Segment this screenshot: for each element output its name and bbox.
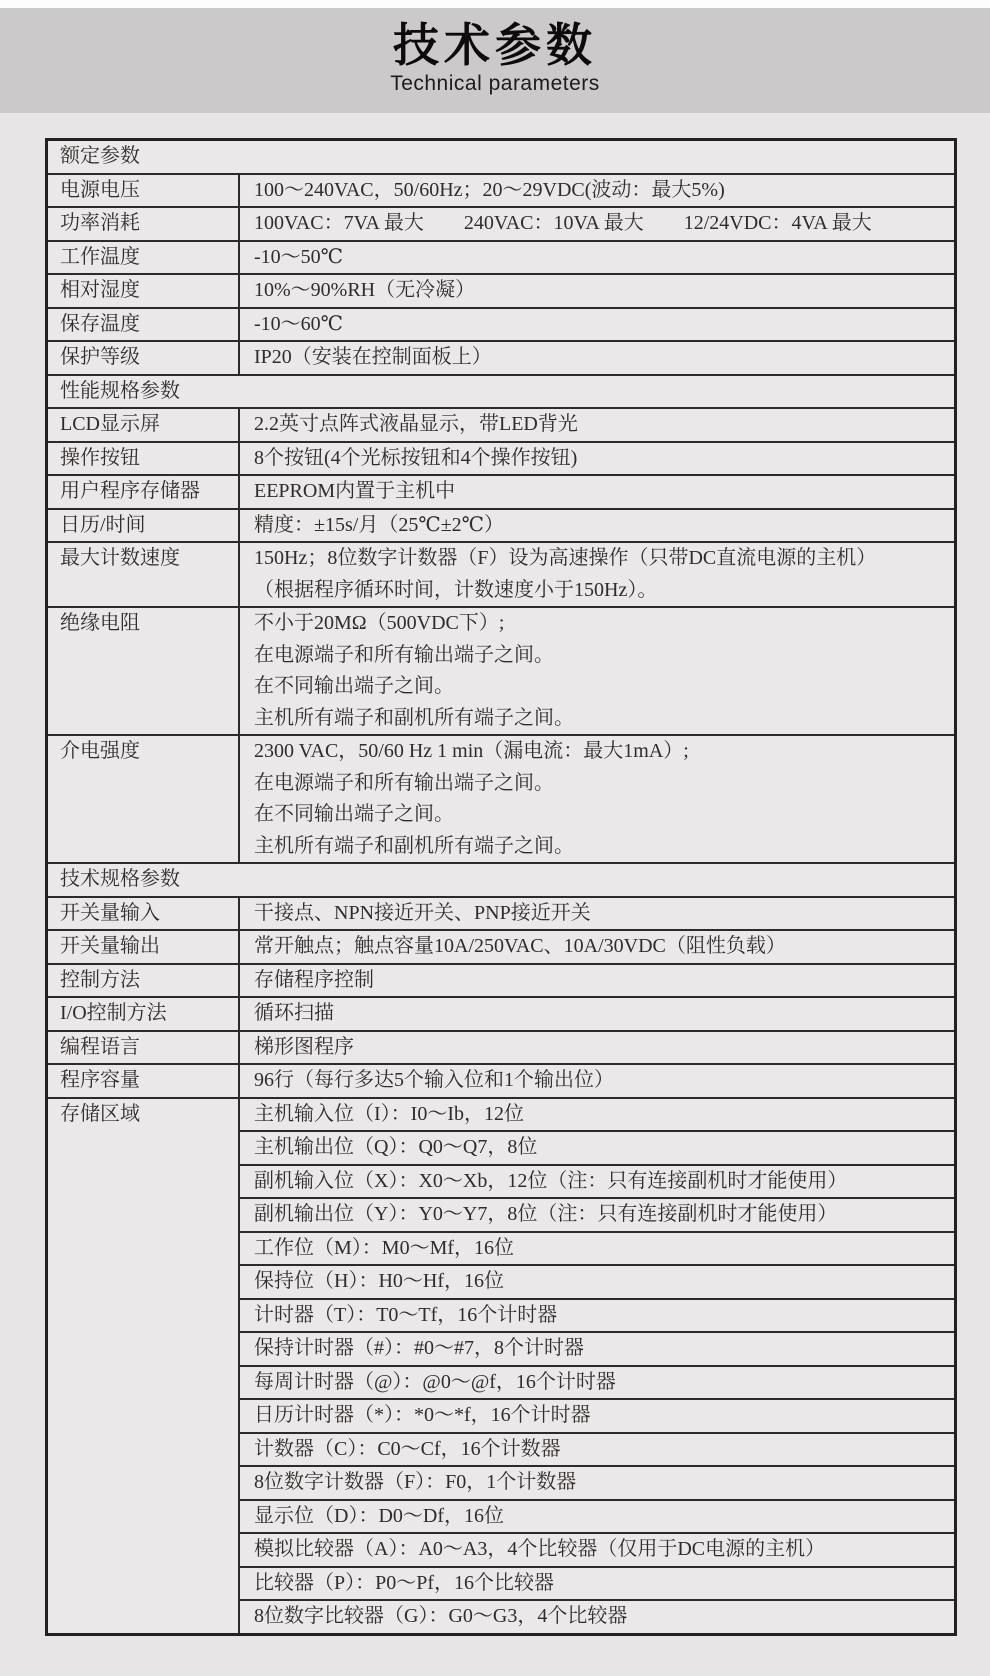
param-label: 存储区域 bbox=[48, 1099, 240, 1633]
param-value-line: 在电源端子和所有输出端子之间。 bbox=[254, 771, 554, 794]
param-value-line: 150Hz；8位数字计数器（F）设为高速操作（只带DC直流电源的主机） bbox=[254, 547, 877, 569]
param-value-line: EEPROM内置于主机中 bbox=[254, 480, 456, 502]
param-value-line: 循环扫描 bbox=[254, 1002, 334, 1024]
memory-area-subrow: 日历计时器（*）：*0～*f，16个计时器 bbox=[240, 1398, 954, 1432]
section-row bbox=[48, 141, 954, 173]
param-label: 程序容量 bbox=[48, 1065, 240, 1097]
param-value-line: 10%～90%RH（无冷凝） bbox=[254, 279, 476, 301]
memory-area-subrow: 保持计时器（#）：#0～#7，8个计时器 bbox=[240, 1331, 954, 1365]
param-row bbox=[48, 896, 954, 930]
param-row bbox=[48, 240, 954, 274]
param-value bbox=[240, 476, 954, 508]
param-label: 开关量输出 bbox=[48, 931, 240, 963]
param-value-line: 主机所有端子和副机所有端子之间。 bbox=[254, 834, 574, 857]
param-row bbox=[48, 996, 954, 1030]
param-row bbox=[48, 441, 954, 475]
param-row bbox=[48, 173, 954, 207]
param-value bbox=[240, 208, 954, 240]
param-value-line: 在不同输出端子之间。 bbox=[254, 675, 454, 697]
param-value bbox=[240, 608, 954, 734]
param-label: 保存温度 bbox=[48, 309, 240, 341]
param-value-line: 100VAC：7VA 最大 240VAC：10VA 最大 12/24VDC：4VA 最大 bbox=[254, 212, 872, 234]
param-value-line: 2.2英寸点阵式液晶显示，带LED背光 bbox=[254, 413, 578, 435]
param-value-line: 精度：±15s/月（25℃±2℃） bbox=[254, 513, 505, 536]
param-value bbox=[240, 998, 954, 1030]
memory-area-subrow: 8位数字计数器（F）：F0，1个计数器 bbox=[240, 1465, 954, 1499]
param-value-line: 常开触点；触点容量10A/250VAC、10A/30VDC（阻性负载） bbox=[254, 935, 786, 957]
param-label: 相对湿度 bbox=[48, 275, 240, 307]
param-value-line: 主机所有端子和副机所有端子之间。 bbox=[254, 706, 574, 729]
param-value bbox=[240, 309, 954, 341]
param-label: 功率消耗 bbox=[48, 208, 240, 240]
spec-table bbox=[45, 138, 957, 1636]
param-label: 工作温度 bbox=[48, 242, 240, 274]
param-value-line: 不小于20MΩ（500VDC下）; bbox=[254, 612, 505, 634]
param-row bbox=[48, 407, 954, 441]
memory-area-subrow: 工作位（M）：M0～Mf，16位 bbox=[240, 1231, 954, 1265]
param-value bbox=[240, 931, 954, 963]
param-row bbox=[48, 1097, 954, 1633]
memory-area-subrow: 副机输入位（X）：X0～Xb，12位（注：只有连接副机时才能使用） bbox=[240, 1164, 954, 1198]
section-row bbox=[48, 862, 954, 896]
param-label: LCD显示屏 bbox=[48, 409, 240, 441]
param-label: 编程语言 bbox=[48, 1032, 240, 1064]
param-value bbox=[240, 443, 954, 475]
param-row bbox=[48, 307, 954, 341]
param-row bbox=[48, 929, 954, 963]
param-label: 绝缘电阻 bbox=[48, 608, 240, 734]
memory-area-subrow: 8位数字比较器（G）：G0～G3，4个比较器 bbox=[240, 1599, 954, 1633]
header bbox=[0, 8, 990, 113]
param-row bbox=[48, 273, 954, 307]
param-label: 用户程序存储器 bbox=[48, 476, 240, 508]
param-label: 介电强度 bbox=[48, 736, 240, 862]
page-title: 技术参数 bbox=[393, 19, 597, 71]
memory-area-subrow: 每周计时器（@）：@0～@f，16个计时器 bbox=[240, 1365, 954, 1399]
param-label: I/O控制方法 bbox=[48, 998, 240, 1030]
param-value-line: 存储程序控制 bbox=[254, 968, 374, 991]
param-label: 日历/时间 bbox=[48, 510, 240, 542]
param-row bbox=[48, 340, 954, 374]
param-value bbox=[240, 1099, 954, 1633]
param-label: 开关量输入 bbox=[48, 898, 240, 930]
param-value bbox=[240, 1032, 954, 1064]
memory-area-subrow: 计时器（T）：T0～Tf，16个计时器 bbox=[240, 1298, 954, 1332]
top-strip bbox=[0, 0, 990, 8]
param-label: 保护等级 bbox=[48, 342, 240, 374]
param-value bbox=[240, 965, 954, 997]
param-row bbox=[48, 541, 954, 606]
memory-area-subrow: 副机输出位（Y）：Y0～Y7，8位（注：只有连接副机时才能使用） bbox=[240, 1197, 954, 1231]
section-title: 技术规格参数 bbox=[60, 868, 180, 890]
param-label: 电源电压 bbox=[48, 175, 240, 207]
memory-area-subrow: 保持位（H）：H0～Hf，16位 bbox=[240, 1264, 954, 1298]
param-label: 操作按钮 bbox=[48, 443, 240, 475]
memory-area-subrow: 主机输入位（I）：I0～Ib，12位 bbox=[254, 1102, 524, 1125]
param-value-line: 干接点、NPN接近开关、PNP接近开关 bbox=[254, 901, 591, 924]
param-value-line: 100～240VAC，50/60Hz；20～29VDC(波动：最大5%) bbox=[254, 178, 725, 201]
param-value-line: -10～60℃ bbox=[254, 312, 344, 335]
section-title: 性能规格参数 bbox=[60, 379, 180, 402]
param-value-line: 梯形图程序 bbox=[254, 1035, 354, 1058]
param-value bbox=[240, 409, 954, 441]
param-row bbox=[48, 963, 954, 997]
param-row bbox=[48, 474, 954, 508]
param-value bbox=[240, 342, 954, 374]
section-title: 额定参数 bbox=[60, 145, 140, 167]
param-value bbox=[240, 242, 954, 274]
param-value bbox=[240, 543, 954, 606]
content bbox=[0, 113, 990, 1636]
section-row bbox=[48, 374, 954, 408]
param-value-line: IP20（安装在控制面板上） bbox=[254, 346, 492, 368]
param-value bbox=[240, 736, 954, 862]
param-value-line: 8个按钮(4个光标按钮和4个操作按钮) bbox=[254, 446, 578, 469]
param-value bbox=[240, 175, 954, 207]
param-value bbox=[240, 1065, 954, 1097]
param-row bbox=[48, 508, 954, 542]
param-value bbox=[240, 898, 954, 930]
param-row bbox=[48, 606, 954, 734]
param-value bbox=[240, 275, 954, 307]
param-value-line: -10～50℃ bbox=[254, 245, 344, 268]
param-row bbox=[48, 1030, 954, 1064]
param-row bbox=[48, 206, 954, 240]
memory-area-subrow: 显示位（D）：D0～Df，16位 bbox=[240, 1499, 954, 1533]
param-value-line: 96行（每行多达5个输入位和1个输出位） bbox=[254, 1069, 614, 1091]
param-value-line: （根据程序循环时间，计数速度小于150Hz）。 bbox=[254, 578, 658, 601]
memory-area-subrow: 计数器（C）：C0～Cf，16个计数器 bbox=[240, 1432, 954, 1466]
page-subtitle: Technical parameters bbox=[390, 71, 600, 95]
memory-area-subrow: 主机输出位（Q）：Q0～Q7，8位 bbox=[240, 1130, 954, 1164]
memory-area-subrow: 模拟比较器（A）：A0～A3，4个比较器（仅用于DC电源的主机） bbox=[240, 1532, 954, 1566]
param-value-line: 在电源端子和所有输出端子之间。 bbox=[254, 643, 554, 666]
param-label: 最大计数速度 bbox=[48, 543, 240, 606]
param-value-line: 在不同输出端子之间。 bbox=[254, 803, 454, 825]
param-label: 控制方法 bbox=[48, 965, 240, 997]
param-value-line: 2300 VAC，50/60 Hz 1 min（漏电流：最大1mA）; bbox=[254, 740, 689, 762]
param-row bbox=[48, 734, 954, 862]
memory-area-subrow: 比较器（P）：P0～Pf，16个比较器 bbox=[240, 1566, 954, 1600]
param-value bbox=[240, 510, 954, 542]
param-row bbox=[48, 1063, 954, 1097]
